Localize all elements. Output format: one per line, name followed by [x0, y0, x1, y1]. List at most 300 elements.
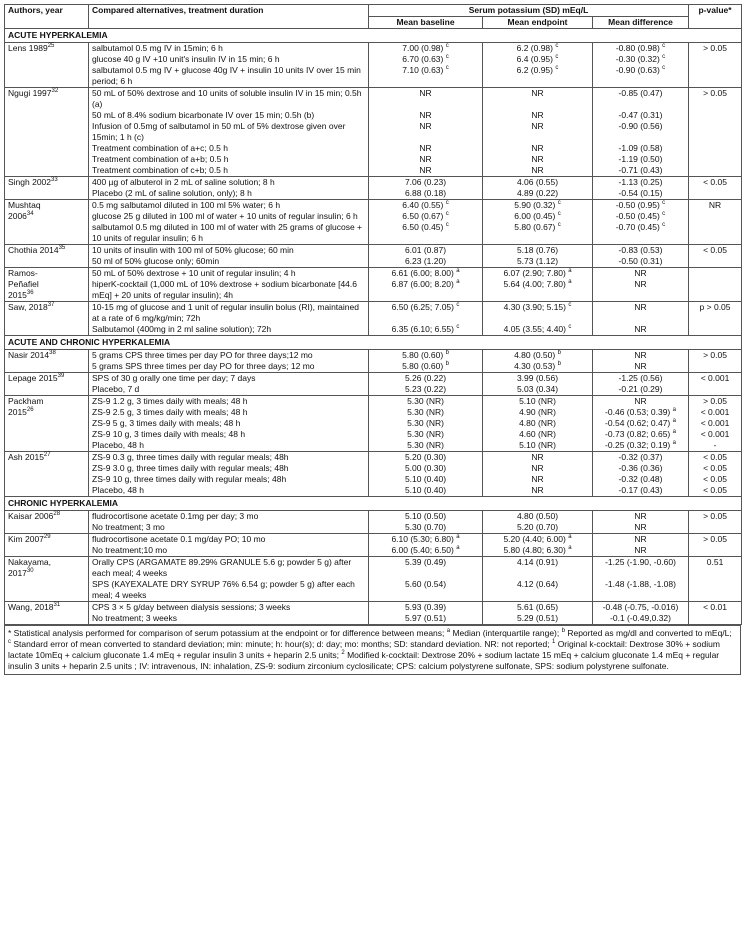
- endpoint-cell-value: 5.20 (0.70): [516, 522, 559, 532]
- alternative-cell: [89, 268, 369, 280]
- alternative-cell: [89, 54, 369, 65]
- reference-number: 27: [43, 452, 51, 459]
- endpoint-cell: [483, 613, 593, 625]
- alternative-cell-value: fludrocortisone acetate 0.1mg per day; 3 mo: [92, 511, 259, 521]
- alternative-cell: [89, 361, 369, 373]
- difference-cell-value: -0.1 (-0.49,0.32): [610, 613, 671, 623]
- difference-cell-value: NR: [634, 350, 647, 360]
- col-header-baseline: Mean baseline: [369, 17, 483, 29]
- difference-cell-value: -1.13 (0.25): [618, 177, 663, 187]
- endpoint-cell-value: NR: [531, 121, 544, 131]
- alternative-cell: [89, 511, 369, 523]
- endpoint-cell: [483, 557, 593, 580]
- alternative-cell: [89, 43, 369, 55]
- section-heading: ACUTE HYPERKALEMIA: [5, 29, 742, 43]
- endpoint-cell: [483, 396, 593, 408]
- baseline-cell: [369, 350, 483, 362]
- pvalue-cell: [689, 407, 742, 418]
- table-row: [5, 177, 742, 189]
- author-name: Saw, 2018: [8, 302, 48, 312]
- endpoint-cell: [483, 463, 593, 474]
- table-row: [5, 143, 742, 154]
- baseline-cell-value: 5.80 (0.60): [402, 350, 444, 360]
- alternative-cell-value: salbutamol 0.5 mg IV + glucose 40g IV + insulin 10 units IV over 15 min period; 6 h: [92, 65, 361, 86]
- author-name: 2015: [8, 407, 27, 417]
- footnote-text: Median (interquartile range);: [450, 628, 562, 638]
- endpoint-cell: [483, 54, 593, 65]
- table-row: [5, 211, 742, 222]
- endpoint-cell-value: NR: [531, 474, 544, 484]
- pvalue-cell: 0.51: [689, 557, 742, 602]
- alternative-cell: [89, 418, 369, 429]
- serum-potassium-table: [4, 4, 742, 625]
- alternative-cell: [89, 579, 369, 602]
- table-row: [5, 65, 742, 88]
- difference-cell-value: -0.90 (0.63): [615, 65, 660, 75]
- difference-cell: [593, 350, 689, 362]
- alternative-cell: [89, 88, 369, 111]
- alternative-cell: [89, 545, 369, 557]
- table-row: [5, 302, 742, 325]
- author-name: Wang, 2018: [8, 602, 54, 612]
- author-cell: [5, 452, 89, 497]
- endpoint-cell-value: 4.06 (0.55): [516, 177, 559, 187]
- table-row: [5, 474, 742, 485]
- endpoint-cell: [483, 211, 593, 222]
- alternative-cell: [89, 200, 369, 212]
- col-header-endpoint: Mean endpoint: [483, 17, 593, 29]
- alternative-cell: [89, 485, 369, 497]
- baseline-cell-value: 5.30 (NR): [407, 418, 444, 428]
- endpoint-cell: [483, 110, 593, 121]
- baseline-cell-footnote-mark: c: [456, 302, 460, 309]
- alternative-cell-value: SPS of 30 g orally one time per day; 7 days: [92, 373, 256, 383]
- endpoint-cell: [483, 268, 593, 280]
- difference-cell: [593, 154, 689, 165]
- endpoint-cell-value: NR: [531, 143, 544, 153]
- alternative-cell: [89, 429, 369, 440]
- baseline-cell: [369, 613, 483, 625]
- endpoint-cell: [483, 302, 593, 325]
- endpoint-cell-value: 5.73 (1.12): [516, 256, 559, 266]
- endpoint-cell-footnote-mark: c: [555, 43, 559, 50]
- baseline-cell-value: 6.01 (0.87): [404, 245, 447, 255]
- endpoint-cell-value: 4.30 (0.53): [514, 361, 556, 371]
- alternative-cell-value: salbutamol 0.5 mg IV in 15min; 6 h: [92, 43, 223, 53]
- footnote-text: * Statistical analysis performed for comparison of serum potassium at the endpoint or for difference between means;: [8, 628, 447, 638]
- baseline-cell: [369, 579, 483, 602]
- alternative-cell-value: 5 grams CPS three times per day PO for three days;12 mo: [92, 350, 313, 360]
- difference-cell: [593, 143, 689, 154]
- baseline-cell-value: 5.93 (0.39): [404, 602, 447, 612]
- author-name: Chothia 2014: [8, 245, 59, 255]
- difference-cell-value: -0.30 (0.32): [615, 54, 660, 64]
- author-name: Lens 1989: [8, 43, 48, 53]
- baseline-cell: [369, 485, 483, 497]
- alternative-cell: [89, 373, 369, 385]
- endpoint-cell-footnote-mark: a: [568, 268, 572, 275]
- table-row: [5, 350, 742, 362]
- pvalue-cell: > 0.05: [689, 43, 742, 88]
- table-row: [5, 268, 742, 280]
- endpoint-cell-value: 4.89 (0.22): [516, 188, 559, 198]
- table-row: [5, 88, 742, 111]
- endpoint-cell: [483, 88, 593, 111]
- baseline-cell-value: 6.23 (1.20): [404, 256, 447, 266]
- table-row: [5, 452, 742, 464]
- difference-cell: [593, 474, 689, 485]
- table-row: [5, 485, 742, 497]
- baseline-cell-value: 6.50 (0.45): [402, 222, 444, 232]
- alternative-cell-value: ZS-9 2.5 g, 3 times daily with meals; 48 h: [92, 407, 248, 417]
- table-row: [5, 511, 742, 523]
- endpoint-cell: [483, 485, 593, 497]
- table-row: [5, 579, 742, 602]
- table-row: [5, 522, 742, 534]
- endpoint-cell: [483, 452, 593, 464]
- endpoint-cell-footnote-mark: c: [568, 302, 572, 309]
- table-row: [5, 534, 742, 546]
- endpoint-cell-footnote-mark: c: [568, 324, 572, 331]
- difference-cell-value: -0.73 (0.82; 0.65): [605, 429, 671, 439]
- baseline-cell-footnote-mark: c: [456, 324, 460, 331]
- baseline-cell-value: 5.26 (0.22): [404, 373, 447, 383]
- baseline-cell: [369, 110, 483, 121]
- endpoint-cell-value: 4.12 (0.64): [516, 579, 559, 589]
- endpoint-cell-value: 6.07 (2.90; 7.80): [503, 268, 566, 278]
- difference-cell-value: -0.25 (0.32; 0.19): [605, 440, 671, 450]
- table-row: [5, 557, 742, 580]
- baseline-cell-value: 6.50 (6.25; 7.05): [391, 302, 454, 312]
- baseline-cell-value: NR: [419, 165, 432, 175]
- difference-cell-value: -0.46 (0.53; 0.39): [605, 407, 671, 417]
- author-name: Ngugi 1997: [8, 88, 52, 98]
- pvalue-cell: [689, 429, 742, 440]
- baseline-cell: [369, 407, 483, 418]
- pvalue-cell-value: > 0.05: [703, 396, 727, 406]
- reference-number: 29: [43, 534, 51, 541]
- author-name: Mushtaq: [8, 200, 41, 210]
- difference-cell-value: NR: [634, 361, 647, 371]
- table-row: [5, 418, 742, 429]
- pvalue-cell: < 0.05: [689, 177, 742, 200]
- alternative-cell: [89, 211, 369, 222]
- baseline-cell-value: NR: [419, 154, 432, 164]
- difference-cell-value: -1.48 (-1.88, -1.08): [605, 579, 676, 589]
- table-row: [5, 545, 742, 557]
- alternative-cell: [89, 256, 369, 268]
- difference-cell-footnote-mark: a: [672, 429, 676, 436]
- pvalue-cell: [689, 396, 742, 408]
- author-cell: [5, 396, 89, 452]
- endpoint-cell: [483, 350, 593, 362]
- alternative-cell: [89, 522, 369, 534]
- baseline-cell-value: NR: [419, 88, 432, 98]
- endpoint-cell-footnote-mark: c: [555, 54, 559, 61]
- endpoint-cell: [483, 121, 593, 143]
- difference-cell-footnote-mark: c: [662, 211, 666, 218]
- baseline-cell-footnote-mark: c: [445, 222, 449, 229]
- author-name: Kim 2007: [8, 534, 44, 544]
- endpoint-cell-value: 5.90 (0.32): [514, 200, 556, 210]
- pvalue-cell: [689, 268, 742, 302]
- difference-cell-value: -0.83 (0.53): [618, 245, 663, 255]
- baseline-cell: [369, 474, 483, 485]
- baseline-cell-footnote-mark: c: [445, 54, 449, 61]
- difference-cell: [593, 602, 689, 614]
- difference-cell-value: NR: [634, 268, 647, 278]
- pvalue-cell: < 0.01: [689, 602, 742, 625]
- baseline-cell-value: 5.10 (0.50): [404, 511, 447, 521]
- author-cell: [5, 88, 89, 177]
- author-cell: [5, 200, 89, 245]
- baseline-cell: [369, 177, 483, 189]
- difference-cell-value: NR: [634, 302, 647, 312]
- difference-cell-footnote-mark: a: [672, 418, 676, 425]
- baseline-cell-value: 5.10 (0.40): [404, 474, 447, 484]
- endpoint-cell-footnote-mark: a: [568, 545, 572, 552]
- difference-cell-value: -0.17 (0.43): [618, 485, 663, 495]
- alternative-cell-value: Infusion of 0.5mg of salbutamol in 50 mL of 5% dextrose given over 15min; 1 h (c): [92, 121, 346, 142]
- col-header-difference: Mean difference: [593, 17, 689, 29]
- author-name: Nakayama,: [8, 557, 51, 567]
- footnote-mark: b: [561, 628, 565, 635]
- table-row: [5, 373, 742, 385]
- difference-cell: [593, 440, 689, 452]
- endpoint-cell-value: 6.00 (0.45): [514, 211, 556, 221]
- endpoint-cell-value: NR: [531, 452, 544, 462]
- baseline-cell-value: 5.97 (0.51): [404, 613, 447, 623]
- reference-number: 39: [57, 373, 65, 380]
- difference-cell: [593, 211, 689, 222]
- alternative-cell: [89, 324, 369, 336]
- evidence-table-container: [4, 4, 741, 675]
- difference-cell-footnote-mark: c: [662, 65, 666, 72]
- baseline-cell-value: 5.10 (0.40): [404, 485, 447, 495]
- table-row: [5, 165, 742, 177]
- table-row: [5, 602, 742, 614]
- baseline-cell: [369, 452, 483, 464]
- difference-cell-value: -1.09 (0.58): [618, 143, 663, 153]
- alternative-cell-value: Salbutamol (400mg in 2 ml saline solution); 72h: [92, 324, 272, 334]
- alternative-cell: [89, 222, 369, 245]
- alternative-cell: [89, 396, 369, 408]
- baseline-cell: [369, 557, 483, 580]
- section-heading: CHRONIC HYPERKALEMIA: [5, 497, 742, 511]
- difference-cell-value: -0.85 (0.47): [618, 88, 663, 98]
- alternative-cell: [89, 557, 369, 580]
- alternative-cell-value: Orally CPS (ARGAMATE 89.29% GRANULE 5.6 g; powder 5 g) after each meal; 4 weeks: [92, 557, 352, 578]
- difference-cell-value: NR: [634, 324, 647, 334]
- difference-cell: [593, 88, 689, 111]
- alternative-cell-value: Placebo (2 mL of saline solution, only); 8 h: [92, 188, 252, 198]
- endpoint-cell: [483, 384, 593, 396]
- pvalue-cell-value: < 0.05: [703, 452, 727, 462]
- table-row: [5, 188, 742, 200]
- alternative-cell: [89, 440, 369, 452]
- difference-cell-value: NR: [634, 511, 647, 521]
- alternative-cell: [89, 407, 369, 418]
- baseline-cell: [369, 154, 483, 165]
- author-cell: [5, 511, 89, 534]
- pvalue-cell-value: < 0.001: [700, 429, 730, 439]
- endpoint-cell-footnote-mark: c: [555, 65, 559, 72]
- baseline-cell-footnote-mark: a: [456, 279, 460, 286]
- reference-number: 35: [58, 245, 66, 252]
- author-cell: [5, 245, 89, 268]
- alternative-cell-value: fludrocortisone acetate 0.1 mg/day PO; 10 mo: [92, 534, 266, 544]
- endpoint-cell: [483, 579, 593, 602]
- alternative-cell-value: 50 mL of 50% dextrose and 10 units of soluble insulin IV in 15 min; 0.5h (a): [92, 88, 362, 109]
- author-name: 2015: [8, 290, 27, 300]
- difference-cell-value: -0.54 (0.62; 0.47): [605, 418, 671, 428]
- difference-cell-footnote-mark: a: [672, 407, 676, 414]
- baseline-cell-value: 6.61 (6.00; 8.00): [391, 268, 454, 278]
- pvalue-cell: > 0.05: [689, 534, 742, 557]
- alternative-cell-value: ZS-9 3.0 g, three times daily with regular meals; 48h: [92, 463, 289, 473]
- pvalue-cell: [689, 440, 742, 452]
- pvalue-cell-value: < 0.001: [700, 407, 730, 417]
- baseline-cell-value: 5.23 (0.22): [404, 384, 447, 394]
- difference-cell: [593, 256, 689, 268]
- alternative-cell-value: CPS 3 × 5 g/day between dialysis sessions; 3 weeks: [92, 602, 291, 612]
- endpoint-cell-value: 5.10 (NR): [519, 440, 556, 450]
- author-name: Kaisar 2006: [8, 511, 54, 521]
- reference-number: 32: [51, 88, 59, 95]
- endpoint-cell-value: 5.18 (0.76): [516, 245, 559, 255]
- difference-cell-value: -0.32 (0.48): [618, 474, 663, 484]
- difference-cell: [593, 302, 689, 325]
- endpoint-cell-value: 5.80 (0.67): [514, 222, 556, 232]
- alternative-cell-value: ZS-9 10 g, 3 times daily with meals; 48 h: [92, 429, 246, 439]
- footnote-text: Standard error of mean converted to standard deviation; min: minute; h: hour(s); d: day; mo: months; SD: standard deviation. NR: not reported;: [11, 639, 552, 649]
- difference-cell: [593, 613, 689, 625]
- difference-cell-footnote-mark: c: [662, 54, 666, 61]
- endpoint-cell: [483, 522, 593, 534]
- difference-cell: [593, 407, 689, 418]
- difference-cell-footnote-mark: c: [662, 43, 666, 50]
- baseline-cell: [369, 211, 483, 222]
- table-row: [5, 200, 742, 212]
- difference-cell-value: -0.36 (0.36): [618, 463, 663, 473]
- baseline-cell: [369, 463, 483, 474]
- alternative-cell: [89, 613, 369, 625]
- table-row: [5, 324, 742, 336]
- difference-cell: [593, 121, 689, 143]
- reference-number: 33: [51, 177, 58, 184]
- table-row: [5, 463, 742, 474]
- footnote-mark: a: [446, 628, 451, 635]
- endpoint-cell-value: NR: [531, 165, 544, 175]
- baseline-cell-value: 5.00 (0.30): [404, 463, 447, 473]
- author-cell: [5, 177, 89, 200]
- endpoint-cell-footnote-mark: c: [557, 211, 561, 218]
- alternative-cell-value: No treatment;10 mo: [92, 545, 168, 555]
- author-name: Singh 2002: [8, 177, 52, 187]
- author-cell: [5, 350, 89, 373]
- baseline-cell: [369, 384, 483, 396]
- difference-cell: [593, 268, 689, 280]
- reference-number: 25: [47, 43, 55, 50]
- baseline-cell: [369, 268, 483, 280]
- difference-cell-value: -0.50 (0.45): [615, 211, 660, 221]
- baseline-cell-value: 7.10 (0.63): [402, 65, 444, 75]
- baseline-cell-value: 5.60 (0.54): [404, 579, 447, 589]
- endpoint-cell: [483, 188, 593, 200]
- endpoint-cell-value: 5.20 (4.40; 6.00): [503, 534, 566, 544]
- endpoint-cell-value: 3.99 (0.56): [516, 373, 559, 383]
- difference-cell: [593, 373, 689, 385]
- author-cell: [5, 302, 89, 336]
- difference-cell-value: -0.80 (0.98): [615, 43, 660, 53]
- endpoint-cell: [483, 440, 593, 452]
- endpoint-cell: [483, 154, 593, 165]
- endpoint-cell-footnote-mark: a: [568, 534, 572, 541]
- reference-number: 36: [26, 290, 34, 297]
- table-row: [5, 121, 742, 143]
- table-row: [5, 440, 742, 452]
- baseline-cell-value: 6.88 (0.18): [404, 188, 447, 198]
- difference-cell: [593, 54, 689, 65]
- difference-cell-value: -0.47 (0.31): [618, 110, 663, 120]
- endpoint-cell-value: 4.90 (NR): [519, 407, 556, 417]
- endpoint-cell: [483, 511, 593, 523]
- alternative-cell-value: Placebo, 48 h: [92, 485, 144, 495]
- difference-cell-value: -0.50 (0.31): [618, 256, 663, 266]
- reference-number: 37: [47, 302, 55, 309]
- alternative-cell-value: 400 µg of albuterol in 2 mL of saline solution; 8 h: [92, 177, 275, 187]
- difference-cell-value: -0.32 (0.37): [618, 452, 663, 462]
- baseline-cell-value: 5.80 (0.60): [402, 361, 444, 371]
- baseline-cell-value: 6.70 (0.63): [402, 54, 444, 64]
- alternative-cell-value: 10-15 mg of glucose and 1 unit of regular insulin bolus (RI), maintained at a rate of 6 mg/kg/min; 72h: [92, 302, 359, 323]
- difference-cell: [593, 279, 689, 302]
- endpoint-cell: [483, 474, 593, 485]
- difference-cell-value: -1.25 (0.56): [618, 373, 663, 383]
- difference-cell: [593, 429, 689, 440]
- alternative-cell-value: 50 ml of 50% glucose only; 60min: [92, 256, 220, 266]
- col-header-compared: Compared alternatives, treatment duration: [89, 5, 369, 29]
- endpoint-cell-value: 4.80 (0.50): [516, 511, 559, 521]
- endpoint-cell: [483, 429, 593, 440]
- author-name: Ramos-: [8, 268, 38, 278]
- baseline-cell: [369, 188, 483, 200]
- baseline-cell-value: NR: [419, 121, 432, 131]
- alternative-cell-value: Treatment combination of a+c; 0.5 h: [92, 143, 228, 153]
- table-row: [5, 256, 742, 268]
- endpoint-cell-value: 6.2 (0.95): [516, 65, 553, 75]
- difference-cell-footnote-mark: c: [662, 222, 666, 229]
- alternative-cell-value: 50 mL of 8.4% sodium bicarbonate IV over 15 min; 0.5h (b): [92, 110, 315, 120]
- baseline-cell-footnote-mark: a: [456, 268, 460, 275]
- endpoint-cell-value: 5.10 (NR): [519, 396, 556, 406]
- endpoint-cell: [483, 65, 593, 88]
- pvalue-cell: > 0.05: [689, 511, 742, 534]
- difference-cell: [593, 463, 689, 474]
- alternative-cell-value: ZS-9 0.3 g, three times daily with regular meals; 48h: [92, 452, 289, 462]
- baseline-cell: [369, 65, 483, 88]
- alternative-cell-value: ZS-9 5 g, 3 times daily with meals; 48 h: [92, 418, 241, 428]
- baseline-cell-value: 7.06 (0.23): [404, 177, 447, 187]
- pvalue-cell: > 0.05: [689, 88, 742, 177]
- endpoint-cell-footnote-mark: c: [557, 200, 561, 207]
- pvalue-cell: [689, 452, 742, 464]
- baseline-cell: [369, 256, 483, 268]
- footnote-text: Reported as mg/dl and converted to mEq/L;: [564, 628, 732, 638]
- difference-cell: [593, 522, 689, 534]
- col-header-pvalue: p-value*: [689, 5, 742, 29]
- baseline-cell: [369, 302, 483, 325]
